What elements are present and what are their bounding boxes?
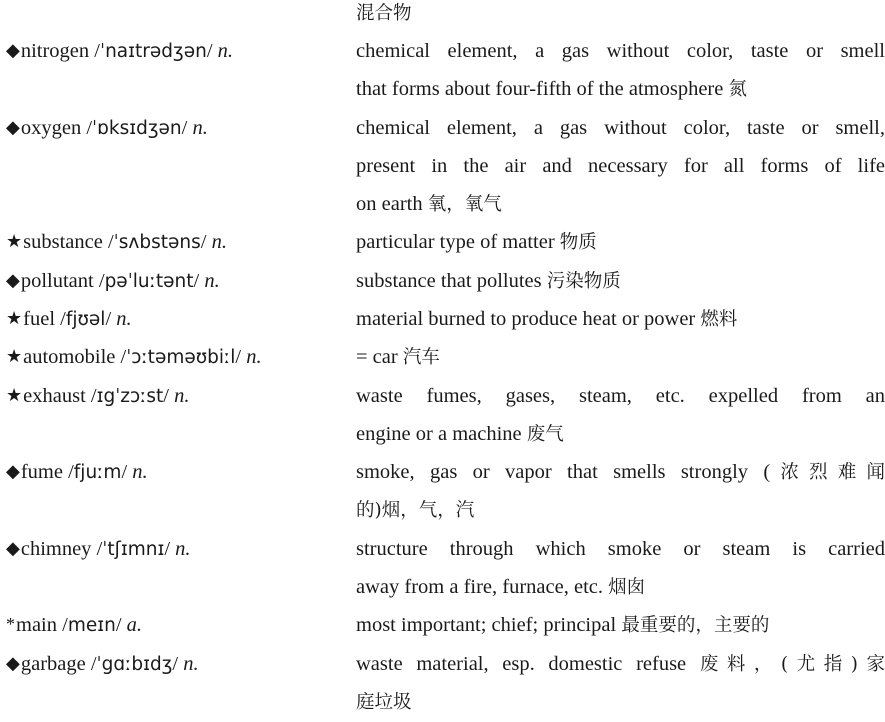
headword-chimney: ◆chimney /ˈtʃɪmnɪ/ n. — [6, 538, 191, 560]
headword-main: *main /meɪn/ a. — [6, 614, 143, 636]
phonetic: fjuːm — [73, 462, 122, 483]
diamond-icon: ◆ — [6, 461, 20, 481]
diamond-icon: ◆ — [6, 270, 20, 290]
diamond-icon: ◆ — [6, 538, 20, 558]
headword: exhaust — [23, 385, 86, 407]
phonetic: ˈɒksɪdʒən — [92, 118, 182, 139]
definition-line: structure through which smoke or steam is carried — [356, 538, 885, 560]
definition-text: engine or a machine — [356, 423, 527, 445]
definition-chinese: 燃料 — [700, 309, 738, 330]
diamond-icon: ◆ — [6, 117, 20, 137]
headword: chimney — [20, 538, 92, 560]
definition-chinese: 混合物 — [356, 3, 412, 24]
definition-text: material burned to produce heat or power — [356, 308, 701, 330]
asterisk-icon: * — [6, 614, 15, 634]
phonetic: ˈnaɪtrədʒən — [100, 41, 207, 62]
definition-line — [356, 300, 885, 338]
definition-chinese: 物质 — [559, 232, 597, 253]
definition-chinese: 最重要的，主要的 — [621, 615, 770, 636]
phonetic: pəˈluːtənt — [104, 271, 194, 292]
headword-oxygen: ◆oxygen /ˈɒksɪdʒən/ n. — [6, 117, 208, 139]
phonetic: ˈsʌbstəns — [113, 232, 201, 253]
definition-line — [356, 683, 885, 721]
definition-chinese: 浓烈难闻 — [770, 462, 885, 483]
headword-exhaust: ★exhaust /ɪgˈzɔːst/ n. — [6, 385, 190, 407]
headword-fume: ◆fume /fjuːm/ n. — [6, 461, 148, 483]
diamond-icon: ◆ — [6, 40, 20, 60]
headword: pollutant — [20, 270, 94, 292]
definition-text: smoke, gas or vapor that smells strongly ( — [356, 461, 771, 483]
headword: substance — [23, 231, 103, 253]
part-of-speech: n. — [175, 538, 191, 560]
definition-continuation — [356, 0, 885, 32]
definition-line — [356, 262, 885, 300]
phonetic: meɪn — [67, 615, 116, 636]
headword: main — [16, 614, 57, 636]
definition-text: most important; chief; principal — [356, 614, 622, 636]
headword-pollutant: ◆pollutant /pəˈluːtənt/ n. — [6, 270, 220, 292]
definition-chinese: 氮 — [728, 79, 747, 100]
headword: garbage — [20, 653, 86, 675]
headword-substance: ★substance /ˈsʌbstəns/ n. — [6, 231, 227, 253]
definition-line — [356, 491, 885, 529]
headword-garbage: ◆garbage /ˈgɑːbɪdʒ/ n. — [6, 653, 199, 675]
definition-line — [356, 606, 885, 644]
definition-text: waste material, esp. domestic refuse — [356, 653, 700, 675]
headword-fuel: ★fuel /fjʊəl/ n. — [6, 308, 132, 330]
definition-line — [356, 568, 885, 606]
definition-text: substance that pollutes — [356, 270, 547, 292]
headword: fume — [20, 461, 63, 483]
part-of-speech: n. — [246, 346, 262, 368]
definition-chinese: 氧，氧气 — [427, 194, 502, 215]
definition-line — [356, 185, 885, 223]
star-icon: ★ — [6, 308, 23, 328]
part-of-speech: n. — [183, 653, 199, 675]
part-of-speech: n. — [116, 308, 132, 330]
star-icon: ★ — [6, 385, 23, 405]
star-icon: ★ — [6, 231, 23, 251]
definition-line — [356, 453, 885, 491]
phonetic: ˈgɑːbɪdʒ — [96, 654, 173, 675]
definition-chinese: 废料，(尤指)家 — [699, 654, 885, 675]
definition-line — [356, 415, 885, 453]
definition-line — [356, 338, 885, 376]
definition-text: = car — [356, 346, 403, 368]
definition-line: chemical element, a gas without color, taste or smell, — [356, 117, 885, 139]
phonetic: ˈɔːtəməʊbiːl — [126, 347, 236, 368]
phonetic: fjʊəl — [65, 309, 106, 330]
definition-chinese: 污染物质 — [546, 271, 621, 292]
definition-text: on earth — [356, 193, 428, 215]
definition-line: chemical element, a gas without color, taste or smell — [356, 40, 885, 62]
definition-chinese: 烟囱 — [608, 577, 646, 598]
definition-line — [356, 223, 885, 261]
star-icon: ★ — [6, 346, 23, 366]
definition-chinese: 汽车 — [402, 347, 440, 368]
headword: fuel — [23, 308, 56, 330]
headword: automobile — [23, 346, 116, 368]
headword: nitrogen — [20, 40, 90, 62]
phonetic: ˈtʃɪmnɪ — [102, 539, 165, 560]
definition-text: that forms about four-fifth of the atmosphere — [356, 78, 729, 100]
definition-chinese: 废气 — [526, 424, 564, 445]
definition-line: waste fumes, gases, steam, etc. expelled from an — [356, 385, 885, 407]
part-of-speech: n. — [211, 231, 227, 253]
diamond-icon: ◆ — [6, 653, 20, 673]
definition-text: away from a fire, furnace, etc. — [356, 576, 609, 598]
definition-text: particular type of matter — [356, 231, 560, 253]
part-of-speech: n. — [192, 117, 208, 139]
definition-line: present in the air and necessary for all forms of life — [356, 155, 885, 177]
headword-nitrogen: ◆nitrogen /ˈnaɪtrədʒən/ n. — [6, 40, 234, 62]
part-of-speech: n. — [217, 40, 234, 62]
definition-chinese: 庭垃圾 — [356, 692, 412, 713]
part-of-speech: n. — [132, 461, 148, 483]
part-of-speech: n. — [204, 270, 220, 292]
definition-chinese: 的)烟，气，汽 — [356, 500, 475, 521]
headword: oxygen — [20, 117, 82, 139]
part-of-speech: n. — [174, 385, 190, 407]
definition-line — [356, 70, 885, 108]
definition-line — [356, 645, 885, 683]
headword-automobile: ★automobile /ˈɔːtəməʊbiːl/ n. — [6, 346, 262, 368]
part-of-speech: a. — [126, 614, 143, 636]
phonetic: ɪgˈzɔːst — [96, 386, 164, 407]
